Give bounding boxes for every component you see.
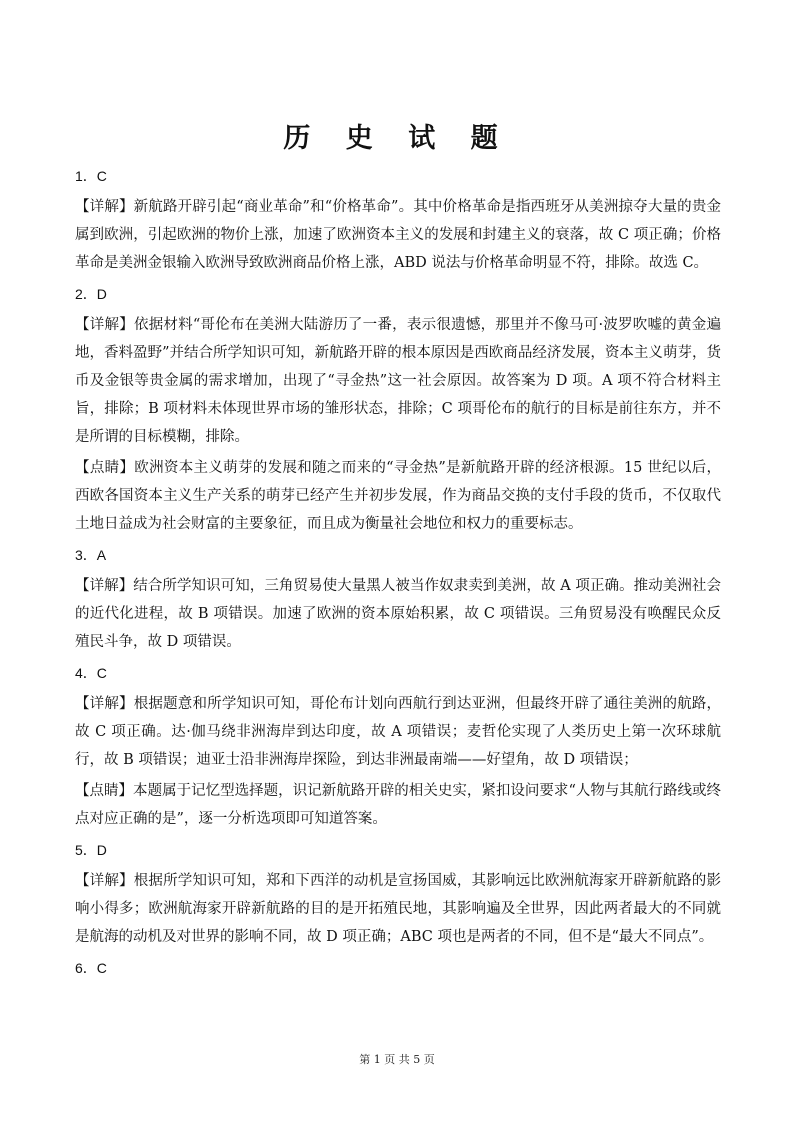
question-number: 1．C — [75, 168, 107, 184]
question-3 — [75, 541, 721, 656]
question-number: 3．A — [75, 547, 107, 563]
explanation-paragraph: 【详解】根据题意和所学知识可知，哥伦布计划向西航行到达亚洲，但最终开辟了通往美洲的航路，故 C 项正确。达·伽马绕非洲海岸到达印度，故 A 项错误；麦哲伦实现了人类历史上第一次环球航行，故 B 项错误；迪亚士沿非洲海岸探险，到达非洲最南端——好望角，故 D 项错误； — [75, 696, 721, 768]
question-2 — [75, 280, 721, 538]
question-5 — [75, 836, 721, 951]
question-number: 5．D — [75, 842, 107, 858]
question-number: 4．C — [75, 665, 107, 681]
explanation-paragraph: 【详解】新航路开辟引起“商业革命”和“价格革命”。其中价格革命是指西班牙从美洲掠夺大量的贵金属到欧洲，引起欧洲的物价上涨，加速了欧洲资本主义的发展和封建主义的衰落，故 C 项正确；价格革命是美洲金银输入欧洲导致欧洲商品价格上涨，ABD 说法与价格革命明显不符，排除。故选 C。 — [75, 199, 721, 271]
question-1 — [75, 162, 721, 277]
question-4 — [75, 659, 721, 833]
explanation-paragraph: 【详解】根据所学知识可知，郑和下西洋的动机是宣扬国威，其影响远比欧洲航海家开辟新航路的影响小得多；欧洲航海家开辟新航路的目的是开拓殖民地，其影响遍及全世界，因此两者最大的不同就是航海的动机及对世界的影响不同，故 D 项正确；ABC 项也是两者的不同，但不是“最大不同点”。 — [75, 873, 721, 945]
question-number: 6．C — [75, 960, 107, 976]
answer-content — [75, 162, 721, 985]
explanation-paragraph: 【详解】依据材料“哥伦布在美洲大陆游历了一番，表示很遗憾，那里并不像马可·波罗吹嘘的黄金遍地，香料盈野”并结合所学知识可知，新航路开辟的根本原因是西欧商品经济发展，资本主义萌芽，货币及金银等贵金属的需求增加，出现了“寻金热”这一社会原因。故答案为 D 项。A 项不符合材料主旨，排除；B 项材料未体现世界市场的雏形状态，排除；C 项哥伦布的航行的目标是前往东方，并不是所谓的目标模糊，排除。 — [75, 317, 721, 445]
page-title: 历 史 试 题 — [283, 123, 511, 154]
question-6 — [75, 954, 721, 982]
tip-paragraph: 【点睛】本题属于记忆型选择题，识记新航路开辟的相关史实，紧扣设问要求“人物与其航行路线或终点对应正确的是”，逐一分析选项即可知道答案。 — [75, 783, 721, 827]
explanation-paragraph: 【详解】结合所学知识可知，三角贸易使大量黑人被当作奴隶卖到美洲，故 A 项正确。推动美洲社会的近代化进程，故 B 项错误。加速了欧洲的资本原始积累，故 C 项错误。三角贸易没有唤醒民众反殖民斗争，故 D 项错误。 — [75, 578, 721, 650]
tip-paragraph: 【点睛】欧洲资本主义萌芽的发展和随之而来的“寻金热”是新航路开辟的经济根源。15 世纪以后，西欧各国资本主义生产关系的萌芽已经产生并初步发展，作为商品交换的支付手段的货币，不仅取代土地日益成为社会财富的主要象征，而且成为衡量社会地位和权力的重要标志。 — [75, 460, 721, 532]
page-footer: 第 1 页 共 5 页 — [359, 1053, 435, 1066]
question-number: 2．D — [75, 286, 107, 302]
